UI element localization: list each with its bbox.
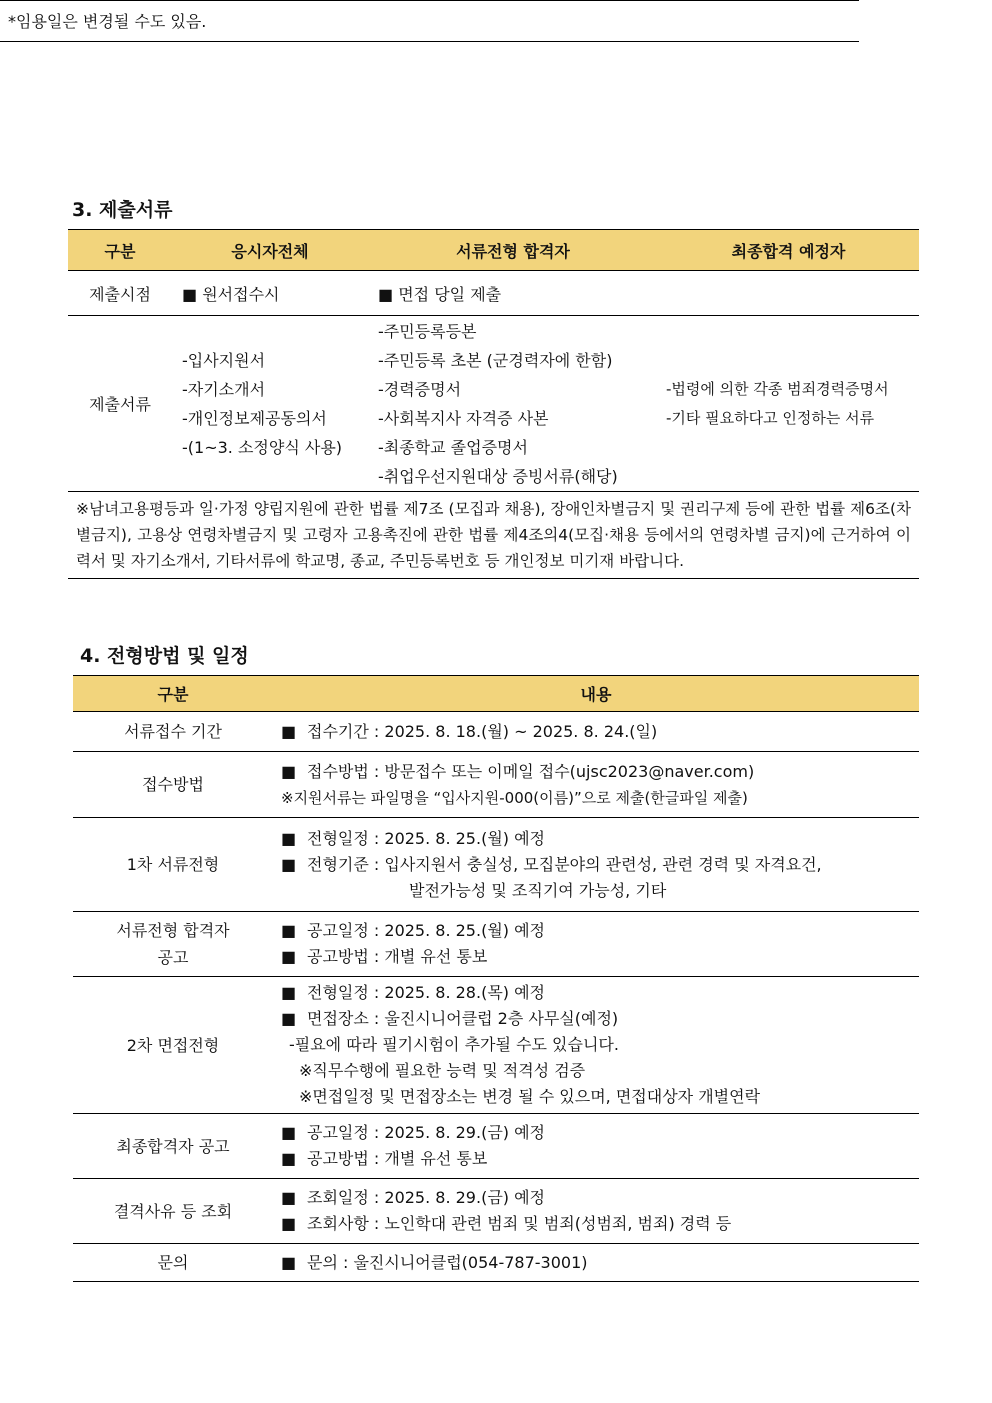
content-text: -필요에 따라 필기시험이 추가될 수도 있습니다. (289, 1035, 619, 1054)
content-text: 접수방법 : 방문접수 또는 이메일 접수(ujsc2023@naver.com) (307, 761, 755, 781)
table-row (68, 492, 919, 579)
square-bullet-icon: ■ (281, 983, 297, 1002)
section3-title: 3. 제출서류 (72, 199, 173, 221)
header-final-candidates: 최종합격 예정자 (658, 230, 919, 271)
content-text: 공고일정 : 2025. 8. 29.(금) 예정 (307, 1123, 546, 1142)
documents-all-list (172, 316, 368, 492)
square-bullet-icon: ■ (281, 1149, 297, 1168)
row-label-text: 서류전형 합격자 (116, 921, 230, 940)
content-line (281, 719, 919, 745)
row-label (73, 818, 273, 912)
row-label-text: 문의 (157, 1253, 189, 1272)
content-line (281, 1032, 919, 1058)
square-bullet-icon: ■ (281, 1188, 297, 1207)
content-line (281, 1006, 919, 1032)
table-row (68, 316, 919, 492)
documents-final-list (658, 316, 919, 492)
row-label-text: 결격사유 등 조회 (113, 1201, 233, 1221)
content-line (281, 1185, 919, 1211)
row-content (273, 977, 919, 1114)
row-label (73, 1114, 273, 1179)
content-text: 공고일정 : 2025. 8. 25.(월) 예정 (307, 921, 546, 940)
row-content (273, 1114, 919, 1179)
table-row (73, 752, 919, 818)
header-document-passers: 서류전형 합격자 (368, 230, 658, 271)
table-row (73, 1244, 919, 1282)
content-text: 발전가능성 및 조직기여 가능성, 기타 (409, 880, 667, 900)
selection-schedule-table (73, 675, 919, 1282)
row-label: 제출시점 (68, 271, 172, 316)
content-text: 문의 : 울진시니어클럽(054-787-3001) (307, 1252, 588, 1272)
list-item: -최종학교 졸업증명서 (378, 437, 528, 457)
row-content (273, 912, 919, 977)
list-item: -주민등록 초본 (군경력자에 한함) (378, 350, 613, 370)
row-label-text: 접수방법 (142, 775, 204, 794)
row-label: 제출서류 (68, 316, 172, 492)
square-bullet-icon: ■ (281, 761, 297, 781)
content-text: 전형일정 : 2025. 8. 25.(월) 예정 (307, 828, 546, 848)
header-all-applicants: 응시자전체 (172, 230, 368, 271)
row-content (273, 752, 919, 818)
row-label (73, 977, 273, 1114)
content-line (281, 918, 919, 944)
table-row (73, 1114, 919, 1179)
employment-date-note-row (0, 0, 859, 42)
list-item: -입사지원서 (182, 350, 266, 370)
table-header-row (73, 676, 919, 712)
row-label-text: 1차 서류전형 (126, 855, 220, 874)
header-category: 구분 (68, 230, 172, 271)
submit-timing-all: ■ 원서접수시 (172, 271, 368, 316)
row-content (273, 1244, 919, 1282)
content-text: 전형일정 : 2025. 8. 28.(목) 예정 (307, 983, 546, 1002)
table-header-row (68, 230, 919, 271)
content-text: ※지원서류는 파일명을 “입사지원-000(이름)”으로 제출(한글파일 제출) (281, 788, 748, 807)
square-bullet-icon: ■ (281, 721, 297, 741)
content-line (281, 759, 919, 785)
list-item: -사회복지사 자격증 사본 (378, 408, 549, 428)
list-item: -경력증명서 (378, 379, 462, 399)
content-line (281, 944, 919, 970)
content-text: 면접장소 : 울진시니어클럽 2층 사무실(예정) (307, 1009, 619, 1028)
content-line (281, 1146, 919, 1172)
list-item: -(1~3. 소정양식 사용) (182, 437, 343, 457)
content-line (281, 980, 919, 1006)
list-item: -취업우선지원대상 증빙서류(해당) (378, 466, 618, 486)
content-line (281, 878, 919, 904)
content-line (281, 1120, 919, 1146)
square-bullet-icon: ■ (281, 947, 297, 966)
row-label-text: 공고 (157, 948, 189, 967)
content-line (281, 1084, 919, 1110)
square-bullet-icon: ■ (281, 1009, 297, 1028)
documents-passers-list (368, 316, 658, 492)
row-label (73, 912, 273, 977)
row-label (73, 1244, 273, 1282)
row-content (273, 712, 919, 752)
table-row (73, 712, 919, 752)
list-item: -법령에 의한 각종 범죄경력증명서 (666, 379, 889, 398)
square-bullet-icon: ■ (281, 1252, 297, 1272)
list-item: -기타 필요하다고 인정하는 서류 (666, 408, 875, 427)
privacy-notice: ※남녀고용평등과 일·가정 양립지원에 관한 법률 제7조 (모집과 채용), 장애인차별금지 및 권리구제 등에 관한 법률 제6조(차별금지), 고용상 연령차별금지 및 고령자 고용촉진에 관한 법률 제4조의4(모집·채용 등에서의 연령차별 금지)에 근거하여 이력서 및 자기소개서, 기타서류에 학교명, 종교, 주민등록번호 등 개인정보 미기재 바랍니다. (68, 492, 919, 579)
square-bullet-icon: ■ (281, 854, 297, 874)
content-text: ※면접일정 및 면접장소는 변경 될 수 있으며, 면접대상자 개별연락 (299, 1087, 761, 1106)
content-line (281, 826, 919, 852)
header-category: 구분 (73, 676, 273, 712)
list-item: -주민등록등본 (378, 321, 477, 341)
content-line (281, 852, 919, 878)
header-content: 내용 (273, 676, 919, 712)
submission-documents-table (68, 229, 919, 579)
table-row (73, 818, 919, 912)
content-line (281, 1058, 919, 1084)
row-content (273, 1179, 919, 1244)
table-row (68, 271, 919, 316)
submit-timing-passers: ■ 면접 당일 제출 (368, 271, 658, 316)
content-text: ※직무수행에 필요한 능력 및 적격성 검증 (299, 1061, 586, 1080)
content-line (281, 1211, 919, 1237)
square-bullet-icon: ■ (281, 828, 297, 848)
row-content (273, 818, 919, 912)
row-label (73, 1179, 273, 1244)
content-text: 전형기준 : 입사지원서 충실성, 모집분야의 관련성, 관련 경력 및 자격요건, (307, 854, 822, 874)
table-row (73, 977, 919, 1114)
content-line (281, 1250, 919, 1276)
content-text: 조회사항 : 노인학대 관련 범죄 및 범죄(성범죄, 범죄) 경력 등 (307, 1214, 732, 1233)
row-label-text: 최종합격자 공고 (116, 1136, 230, 1156)
content-text: 공고방법 : 개별 유선 통보 (307, 1149, 488, 1168)
list-item: -자기소개서 (182, 379, 266, 399)
row-label-text: 서류접수 기간 (124, 722, 222, 741)
content-text: 접수기간 : 2025. 8. 18.(월) ~ 2025. 8. 24.(일) (307, 721, 658, 741)
content-text: 공고방법 : 개별 유선 통보 (307, 947, 488, 966)
list-item: -개인정보제공동의서 (182, 408, 327, 428)
employment-date-note: *임용일은 변경될 수도 있음. (8, 12, 207, 31)
content-line (281, 785, 919, 811)
table-row (73, 1179, 919, 1244)
table-row (73, 912, 919, 977)
square-bullet-icon: ■ (281, 921, 297, 940)
square-bullet-icon: ■ (281, 1214, 297, 1233)
row-label (73, 712, 273, 752)
submit-timing-final (658, 271, 919, 316)
row-label-text: 2차 면접전형 (126, 1035, 220, 1055)
row-label (73, 752, 273, 818)
section4-title: 4. 전형방법 및 일정 (80, 645, 249, 667)
square-bullet-icon: ■ (281, 1123, 297, 1142)
content-text: 조회일정 : 2025. 8. 29.(금) 예정 (307, 1188, 546, 1207)
